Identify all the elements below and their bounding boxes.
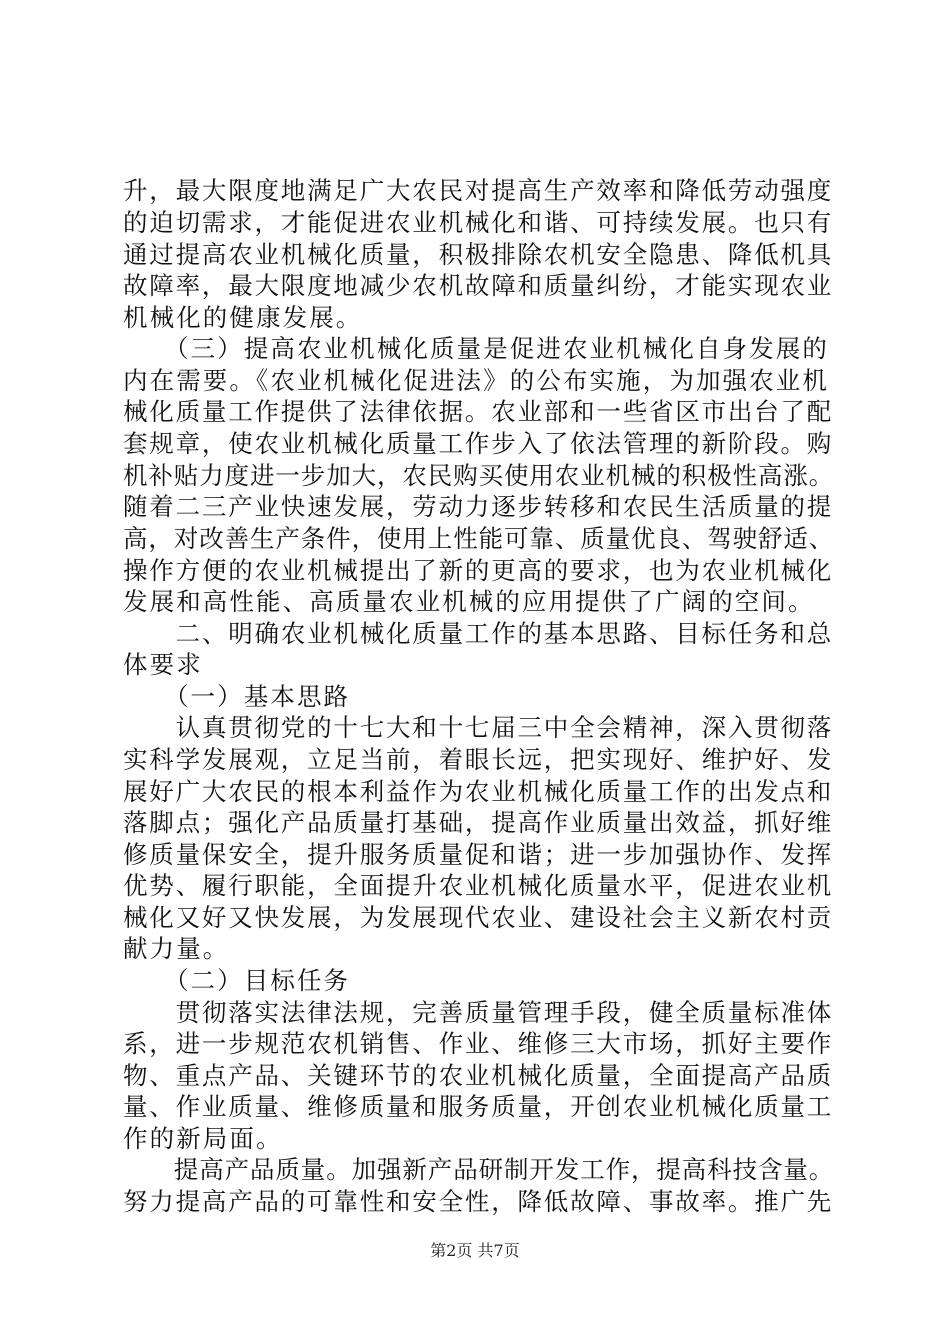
text-line: 内在需要。《农业机械化促进法》的公布实施，为加强农业机	[123, 366, 829, 395]
text-line: 随着二三产业快速发展，劳动力逐步转移和农民生活质量的提	[123, 492, 834, 521]
text-line: （三）提高农业机械化质量是促进农业机械化自身发展的	[123, 334, 829, 363]
text-line: 套规章，使农业机械化质量工作步入了依法管理的新阶段。购	[123, 429, 834, 458]
text-line: 械化质量工作提供了法律依据。农业部和一些省区市出台了配	[123, 397, 834, 426]
text-line: 展好广大农民的根本利益作为农业机械化质量工作的出发点和	[123, 777, 834, 806]
text-line: 落脚点；强化产品质量打基础，提高作业质量出效益，抓好维	[123, 808, 834, 837]
text-line: 机补贴力度进一步加大，农民购买使用农业机械的积极性高涨。	[123, 461, 835, 490]
text-line: 系，进一步规范农机销售、作业、维修三大市场，抓好主要作	[123, 1029, 834, 1058]
text-line: 械化又好又快发展，为发展现代农业、建设社会主义新农村贡	[123, 903, 834, 932]
text-line: 二、明确农业机械化质量工作的基本思路、目标任务和总	[123, 619, 834, 648]
text-line: 升，最大限度地满足广大农民对提高生产效率和降低劳动强度	[123, 176, 834, 205]
text-line: 优势、履行职能，全面提升农业机械化质量水平，促进农业机	[123, 871, 834, 900]
text-line: 机械化的健康发展。	[123, 303, 363, 332]
text-line: 努力提高产品的可靠性和安全性，降低故障、事故率。推广先	[123, 1187, 834, 1216]
text-line: 作的新局面。	[123, 1124, 283, 1153]
text-line: 献力量。	[123, 934, 230, 963]
text-line: 的迫切需求，才能促进农业机械化和谐、可持续发展。也只有	[123, 208, 834, 237]
text-line: 高，对改善生产条件，使用上性能可靠、质量优良、驾驶舒适、	[123, 524, 835, 553]
page-number: 第2页 共7页	[430, 1241, 520, 1260]
text-line: 故障率，最大限度地减少农机故障和质量纠纷，才能实现农业	[123, 271, 834, 300]
text-line: 量、作业质量、维修质量和服务质量，开创农业机械化质量工	[123, 1092, 834, 1121]
text-line: 操作方便的农业机械提出了新的更高的要求，也为农业机械化	[123, 556, 834, 585]
text-line: 实科学发展观，立足当前，着眼长远，把实现好、维护好、发	[123, 745, 834, 774]
text-line: 发展和高性能、高质量农业机械的应用提供了广阔的空间。	[123, 587, 815, 616]
section-heading: （二）目标任务	[123, 966, 351, 995]
text-line: 提高产品质量。加强新产品研制开发工作，提高科技含量。	[123, 1155, 835, 1184]
text-line: 物、重点产品、关键环节的农业机械化质量，全面提高产品质	[123, 1061, 834, 1090]
text-line: 贯彻落实法律法规，完善质量管理手段，健全质量标准体	[123, 998, 834, 1027]
text-line: 体要求	[123, 650, 203, 679]
section-heading: （一）基本思路	[123, 682, 351, 711]
text-line: 通过提高农业机械化质量，积极排除农机安全隐患、降低机具	[123, 240, 834, 269]
text-line: 认真贯彻党的十七大和十七届三中全会精神，深入贯彻落	[123, 713, 834, 742]
text-line: 修质量保安全，提升服务质量促和谐；进一步加强协作、发挥	[123, 840, 834, 869]
